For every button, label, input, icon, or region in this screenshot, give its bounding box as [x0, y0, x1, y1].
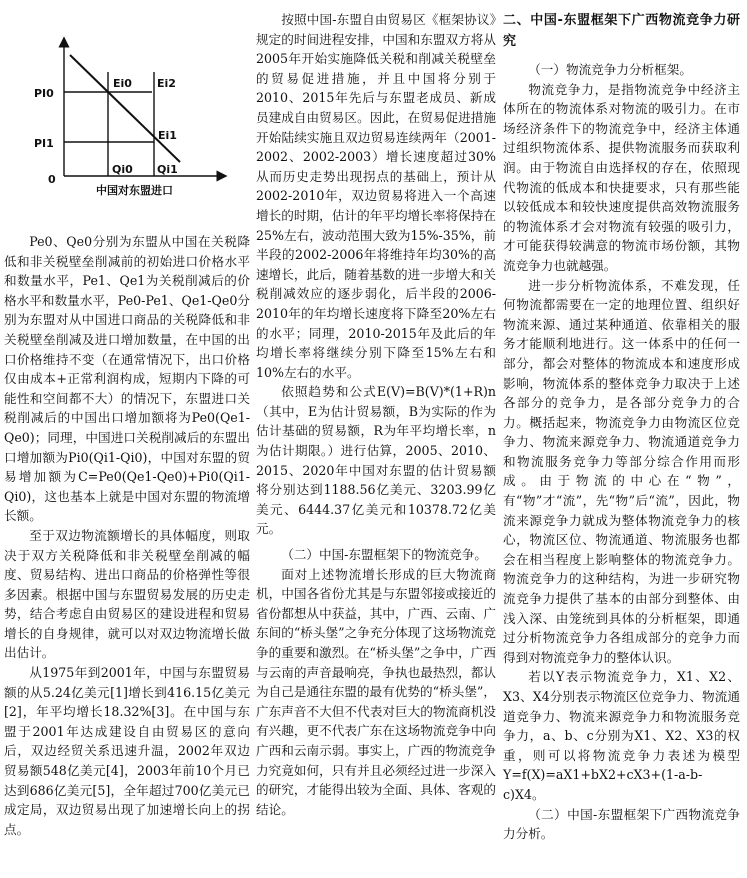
supply-demand-figure [4, 0, 250, 232]
col2-paragraph-2: 依照趋势和公式E(V)=B(V)*(1+R)n（其中，E为估计贸易额，B为实际的作为估计基础的贸易额，R为年平均增长率，n为估计期限。）进行估算，2005、2010、2015、2020年中国对东盟的估计贸易额将分别达到1188.56亿美元、3203.99亿美元、6444.37亿美元和10378.72亿美元。 [256, 384, 496, 537]
label-qi1: Qi1 [157, 163, 178, 176]
label-origin: 0 [48, 173, 56, 186]
col3-paragraph-2: 进一步分析物流体系，不难发现，任何物流都需要在一定的地理位置、组织好物流来源、通过某种通道、依靠相关的服务才能顺利地进行。这一体系中的任何一部分，都会对整体的物流成本和速度形成影响，物流体系的整体竞争力取决于上述各部分的竞争力，是各部分竞争力的合力。概括起来，物流竞争力由物流区位竞争力、物流来源竞争力、物流通道竞争力和物流服务竞争力等部分综合作用而形成。由于物流的中心在“物”，有“物”才“流”，先“物”后“流”，因此，物流来源竞争力就成为整体物流竞争力的核心，物流区位、物流通道、物流服务也都会在相当程度上影响整体的物流竞争力。物流竞争力的这种结构，为进一步研究物流竞争力提供了基本的由部分到整体、由浅入深、由笼统到具体的分析框架，即通过分析物流竞争力各组成部分的竞争力而得到对物流竞争力的整体认识。 [503, 277, 740, 665]
label-pi0: PI0 [34, 87, 54, 100]
label-pi1: PI1 [34, 137, 54, 150]
col2-paragraph-1: 按照中国-东盟自由贸易区《框架协议》规定的时间进程安排，中国和东盟双方将从2005年开始实施降低关税和削减关税壁垒的贸易促进措施，并且中国将分别于2010、2015年先后与东盟老成员、新成员建成自由贸易区。因此，在贸易促进措施开始陆续实施且双边贸易连续两年（2001-2002、2002-2003）增长速度超过30%从而历史走势出现拐点的基础上，预计从2002-2010年，双边贸易将进入一个高速增长的时期，估计的年平均增长率将保持在25%左右，波动范围大致为15%-35%，前半段的2002-2006年将维持年均30%的高速增长，此后，随着基数的进一步增大和关税削减效应的逐步弱化，后半段的2006-2010年的年均增长速度将下降至20%左右的水平；同理，2010-2015年及此后的年均增长率将继续分别下降至15%左右和10%左右的水平。 [256, 12, 496, 380]
label-qi0: Qi0 [112, 163, 133, 176]
label-ei0: Ei0 [113, 77, 132, 90]
col1-paragraph-2: 至于双边物流额增长的具体幅度，则取决于双方关税降低和非关税壁垒削减的幅度、贸易结构、进出口商品的价格弹性等很多因素。根据中国与东盟贸易发展的历史走势，结合考虑自由贸易区的建设进程和贸易增长的自身规律，就可以对双边物流增长做出估计。 [4, 527, 250, 661]
section-heading: 二、中国-东盟框架下广西物流竞争力研究 [503, 13, 740, 49]
label-ei1: Ei1 [158, 129, 177, 142]
label-ei2: Ei2 [157, 77, 176, 90]
column-1 [4, 0, 250, 839]
col2-paragraph-3: 面对上述物流增长形成的巨大物流商机，中国各省份尤其是与东盟邻接或接近的省份都想从中获益，其中，广西、云南、广东间的“桥头堡”之争充分体现了这场物流竞争的重要和激烈。在“桥头堡”之争中，广西与云南的声音最响亮，争执也最热烈，都认为自己是通往东盟的最有优势的“桥头堡”，广东声音不大但不代表对巨大的物流商机没有兴趣，更不代表广东在这场物流竞争中向广西和云南示弱。事实上，广西的物流竞争力究竟如何，只有并且必须经过进一步深入的研究，才能得出较为全面、具体、客观的结论。 [256, 566, 496, 817]
col3-paragraph-1: 物流竞争力，是指物流竞争中经济主体所在的物流体系对物流的吸引力。在市场经济条件下的物流竞争中，经济主体通过组织物流体系、提供物流服务而获取利润。由于物流自由选择权的存在，依照现代物流的低成本和快捷要求，只有那些能以较低成本和较快速度提供高效物流服务的物流体系才会对物流有较强的吸引力，才可能获得较满意的物流市场份额，其物流竞争力也就越强。 [503, 81, 740, 273]
col1-paragraph-1: Pe0、Qe0分别为东盟从中国在关税降低和非关税壁垒削减前的初始进口价格水平和数量水平，Pe1、Qe1为关税削减后的价格水平和数量水平，Pe0-Pe1、Qe1-Qe0分别为东盟对从中国进口商品的关税降低和非关税壁垒削减及进口增加数量，在中国的出口价格维持不变（在通常情况下，出口价格仅由成本+正常利润构成，短期内下降的可能性和空间都不大）的情况下，东盟进口关税削减后的中国出口增加额将为Pe0(Qe1-Qe0)；同理，中国进口关税削减后的东盟出口增加额为Pi0(Qi1-Qi0)，中国对东盟的贸易增加额为C=Pe0(Qe1-Qe0)+Pi0(Qi1-Qi0)，这也基本上就是中国对东盟的物流增长额。 [4, 234, 250, 524]
demand-curve [70, 55, 180, 162]
column-2 [256, 10, 496, 819]
col3-paragraph-3: 若以Y表示物流竞争力，X1、X2、X3、X4分别表示物流区位竞争力、物流通道竞争力、物流来源竞争力和物流服务竞争力，a、b、c分别为X1、X2、X3的权重，则可以将物流竞争力表述为模型Y=f(X)=aX1+bX2+cX3+(1-a-b-c)X4。 [503, 669, 740, 802]
col3-subheading-1: （一）物流竞争力分析框架。 [528, 62, 692, 77]
col2-subheading: （二）中国-东盟框架下的物流竞争。 [281, 547, 487, 563]
col3-subheading-2: （二）中国-东盟框架下广西物流竞争力分析。 [503, 806, 740, 842]
x-axis-title: 中国对东盟进口 [96, 184, 173, 197]
column-3 [503, 10, 740, 844]
col1-paragraph-3: 从1975年到2001年，中国与东盟贸易额的从5.24亿美元[1]增长到416.15亿美元[2]，年平均增长18.32%[3]。在中国与东盟于2001年达成建设自由贸易区的意向后，双边经贸关系迅速升温，2002年双边贸易额548亿美元[4]，2003年前10个月已达到686亿美元[5]，全年超过700亿美元已成定局，双边贸易出现了加速增长向上的拐点。 [4, 665, 250, 837]
